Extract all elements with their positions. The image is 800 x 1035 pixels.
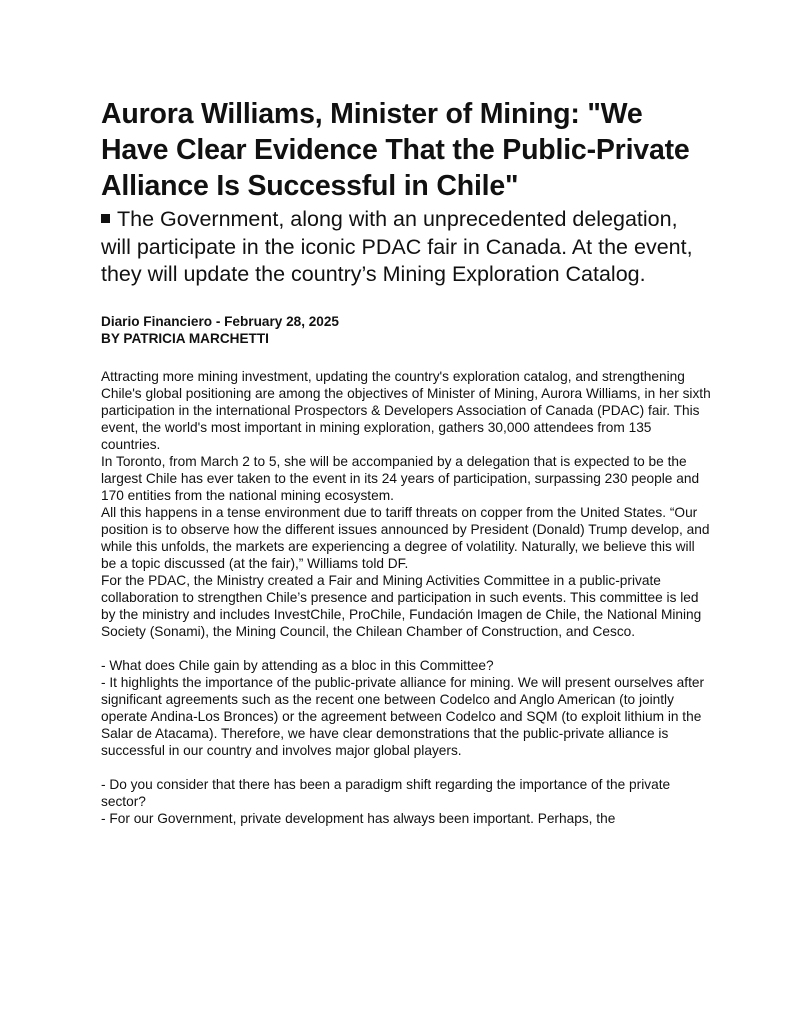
interview-question: - Do you consider that there has been a paradigm shift regarding the importance of the private sector? <box>101 776 671 809</box>
article-page <box>101 96 711 827</box>
body-paragraph: In Toronto, from March 2 to 5, she will be accompanied by a delegation that is expected to be the largest Chile has ever taken to the event in its 24 years of participation, surpassing 230 people and 170 entities from the national mining ecosystem. <box>101 453 700 503</box>
interview-question: - What does Chile gain by attending as a bloc in this Committee? <box>101 657 494 673</box>
paragraph-gap <box>101 759 711 776</box>
article-headline: Aurora Williams, Minister of Mining: "We Have Clear Evidence That the Public-Private Alliance Is Successful in Chile" <box>101 98 690 202</box>
paragraph-gap <box>101 640 711 657</box>
article-body <box>101 368 711 827</box>
article-subheadline-block <box>101 206 711 289</box>
author-line: BY PATRICIA MARCHETTI <box>101 330 269 346</box>
square-bullet-icon <box>101 214 110 223</box>
body-paragraph: For the PDAC, the Ministry created a Fair and Mining Activities Committee in a public-private collaboration to strengthen Chile’s presence and participation in such events. This committee is led by the ministry and includes InvestChile, ProChile, Fundación Imagen de Chile, the National Mining Society (Sonami), the Mining Council, the Chilean Chamber of Construction, and Cesco. <box>101 572 702 639</box>
byline <box>101 313 711 347</box>
body-paragraph: All this happens in a tense environment due to tariff threats on copper from the United States. “Our position is to observe how the different issues announced by President (Donald) Trump develop, and while this unfolds, the markets are experiencing a degree of volatility. Naturally, we believe this will be a topic discussed (at the fair),” Williams told DF. <box>101 504 710 571</box>
interview-answer: - It highlights the importance of the public-private alliance for mining. We will present ourselves after significant agreements such as the recent one between Codelco and Anglo American (to jointly operate Andina-Los Bronces) or the agreement between Codelco and SQM (to exploit lithium in the Salar de Atacama). Therefore, we have clear demonstrations that the public-private alliance is successful in our country and involves major global players. <box>101 674 705 758</box>
interview-answer: - For our Government, private development has always been important. Perhaps, the <box>101 810 616 826</box>
body-paragraph: Attracting more mining investment, updating the country's exploration catalog, and strengthening Chile's global positioning are among the objectives of Minister of Mining, Aurora Williams, in her sixth participation in the international Prospectors & Developers Association of Canada (PDAC) fair. This event, the world's most important in mining exploration, gathers 30,000 attendees from 135 countries. <box>101 368 711 452</box>
article-subheadline: The Government, along with an unprecedented delegation, will participate in the iconic PDAC fair in Canada. At the event, they will update the country’s Mining Exploration Catalog. <box>101 207 693 286</box>
source-date-line: Diario Financiero - February 28, 2025 <box>101 313 339 329</box>
